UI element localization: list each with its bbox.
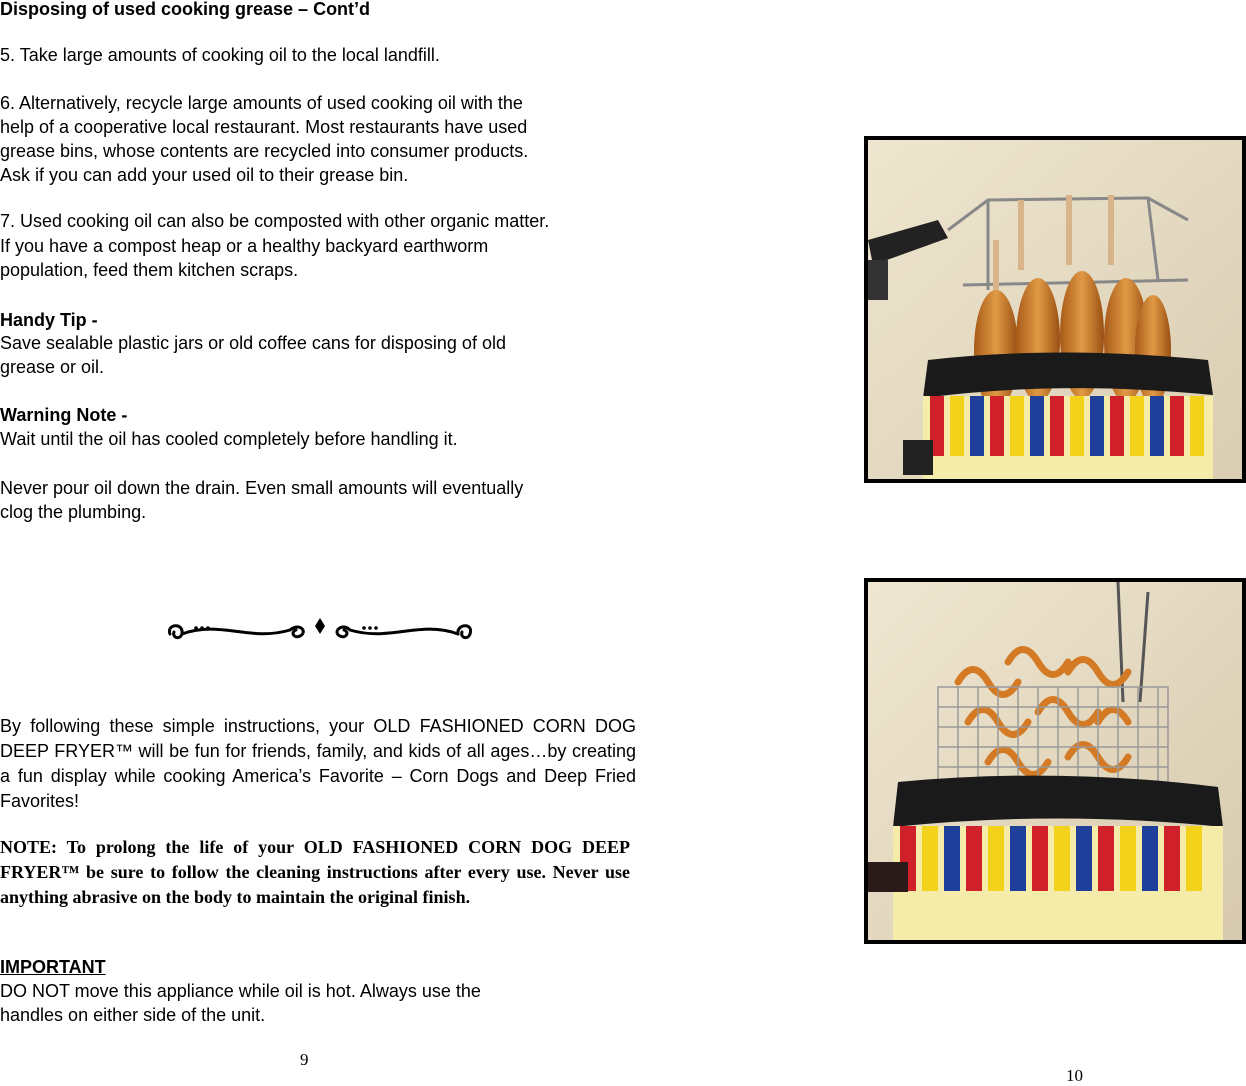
curly-fries-fryer-photo — [864, 578, 1246, 944]
handy-tip-line: grease or oil. — [0, 357, 105, 377]
corn-dog-fryer-photo — [864, 136, 1246, 483]
corn-dog-fryer-image — [868, 140, 1242, 479]
important-title: IMPORTANT — [0, 957, 106, 977]
handy-tip-title: Handy Tip - — [0, 310, 98, 330]
warning-text: Wait until the oil has cooled completely before handling it. — [0, 429, 458, 449]
striped-band — [893, 826, 1223, 940]
drain-note-line: clog the plumbing. — [0, 502, 147, 522]
important-line: handles on either side of the unit. — [0, 1005, 266, 1025]
drain-note-line: Never pour oil down the drain. Even small amounts will eventually — [0, 478, 524, 498]
page-heading: Disposing of used cooking grease – Cont’d — [0, 0, 371, 19]
flourish-ornament-icon — [160, 612, 480, 652]
closing-paragraph: By following these simple instructions, your OLD FASHIONED CORN DOG DEEP FRYER™ will be fun for friends, family, and kids of all ages…by creating a fun display while cooking America’s Favorite – Corn Dogs and Deep Fried Favorites! — [0, 716, 636, 811]
striped-band — [923, 396, 1213, 479]
note-paragraph: NOTE: To prolong the life of your OLD FASHIONED CORN DOG DEEP FRYER™ be sure to follow the cleaning instructions after every use. Never use anything abrasive on the body to maintain the original finish. — [0, 837, 630, 907]
warning-title: Warning Note - — [0, 405, 128, 425]
page-number-left: 9 — [300, 1050, 309, 1069]
curly-fries-fryer-image — [868, 582, 1242, 940]
item-5: 5. Take large amounts of cooking oil to the local landfill. — [0, 45, 440, 65]
handy-tip-line: Save sealable plastic jars or old coffee cans for disposing of old — [0, 333, 506, 353]
important-line: DO NOT move this appliance while oil is hot. Always use the — [0, 981, 481, 1001]
page-number-right: 10 — [1066, 1066, 1083, 1085]
